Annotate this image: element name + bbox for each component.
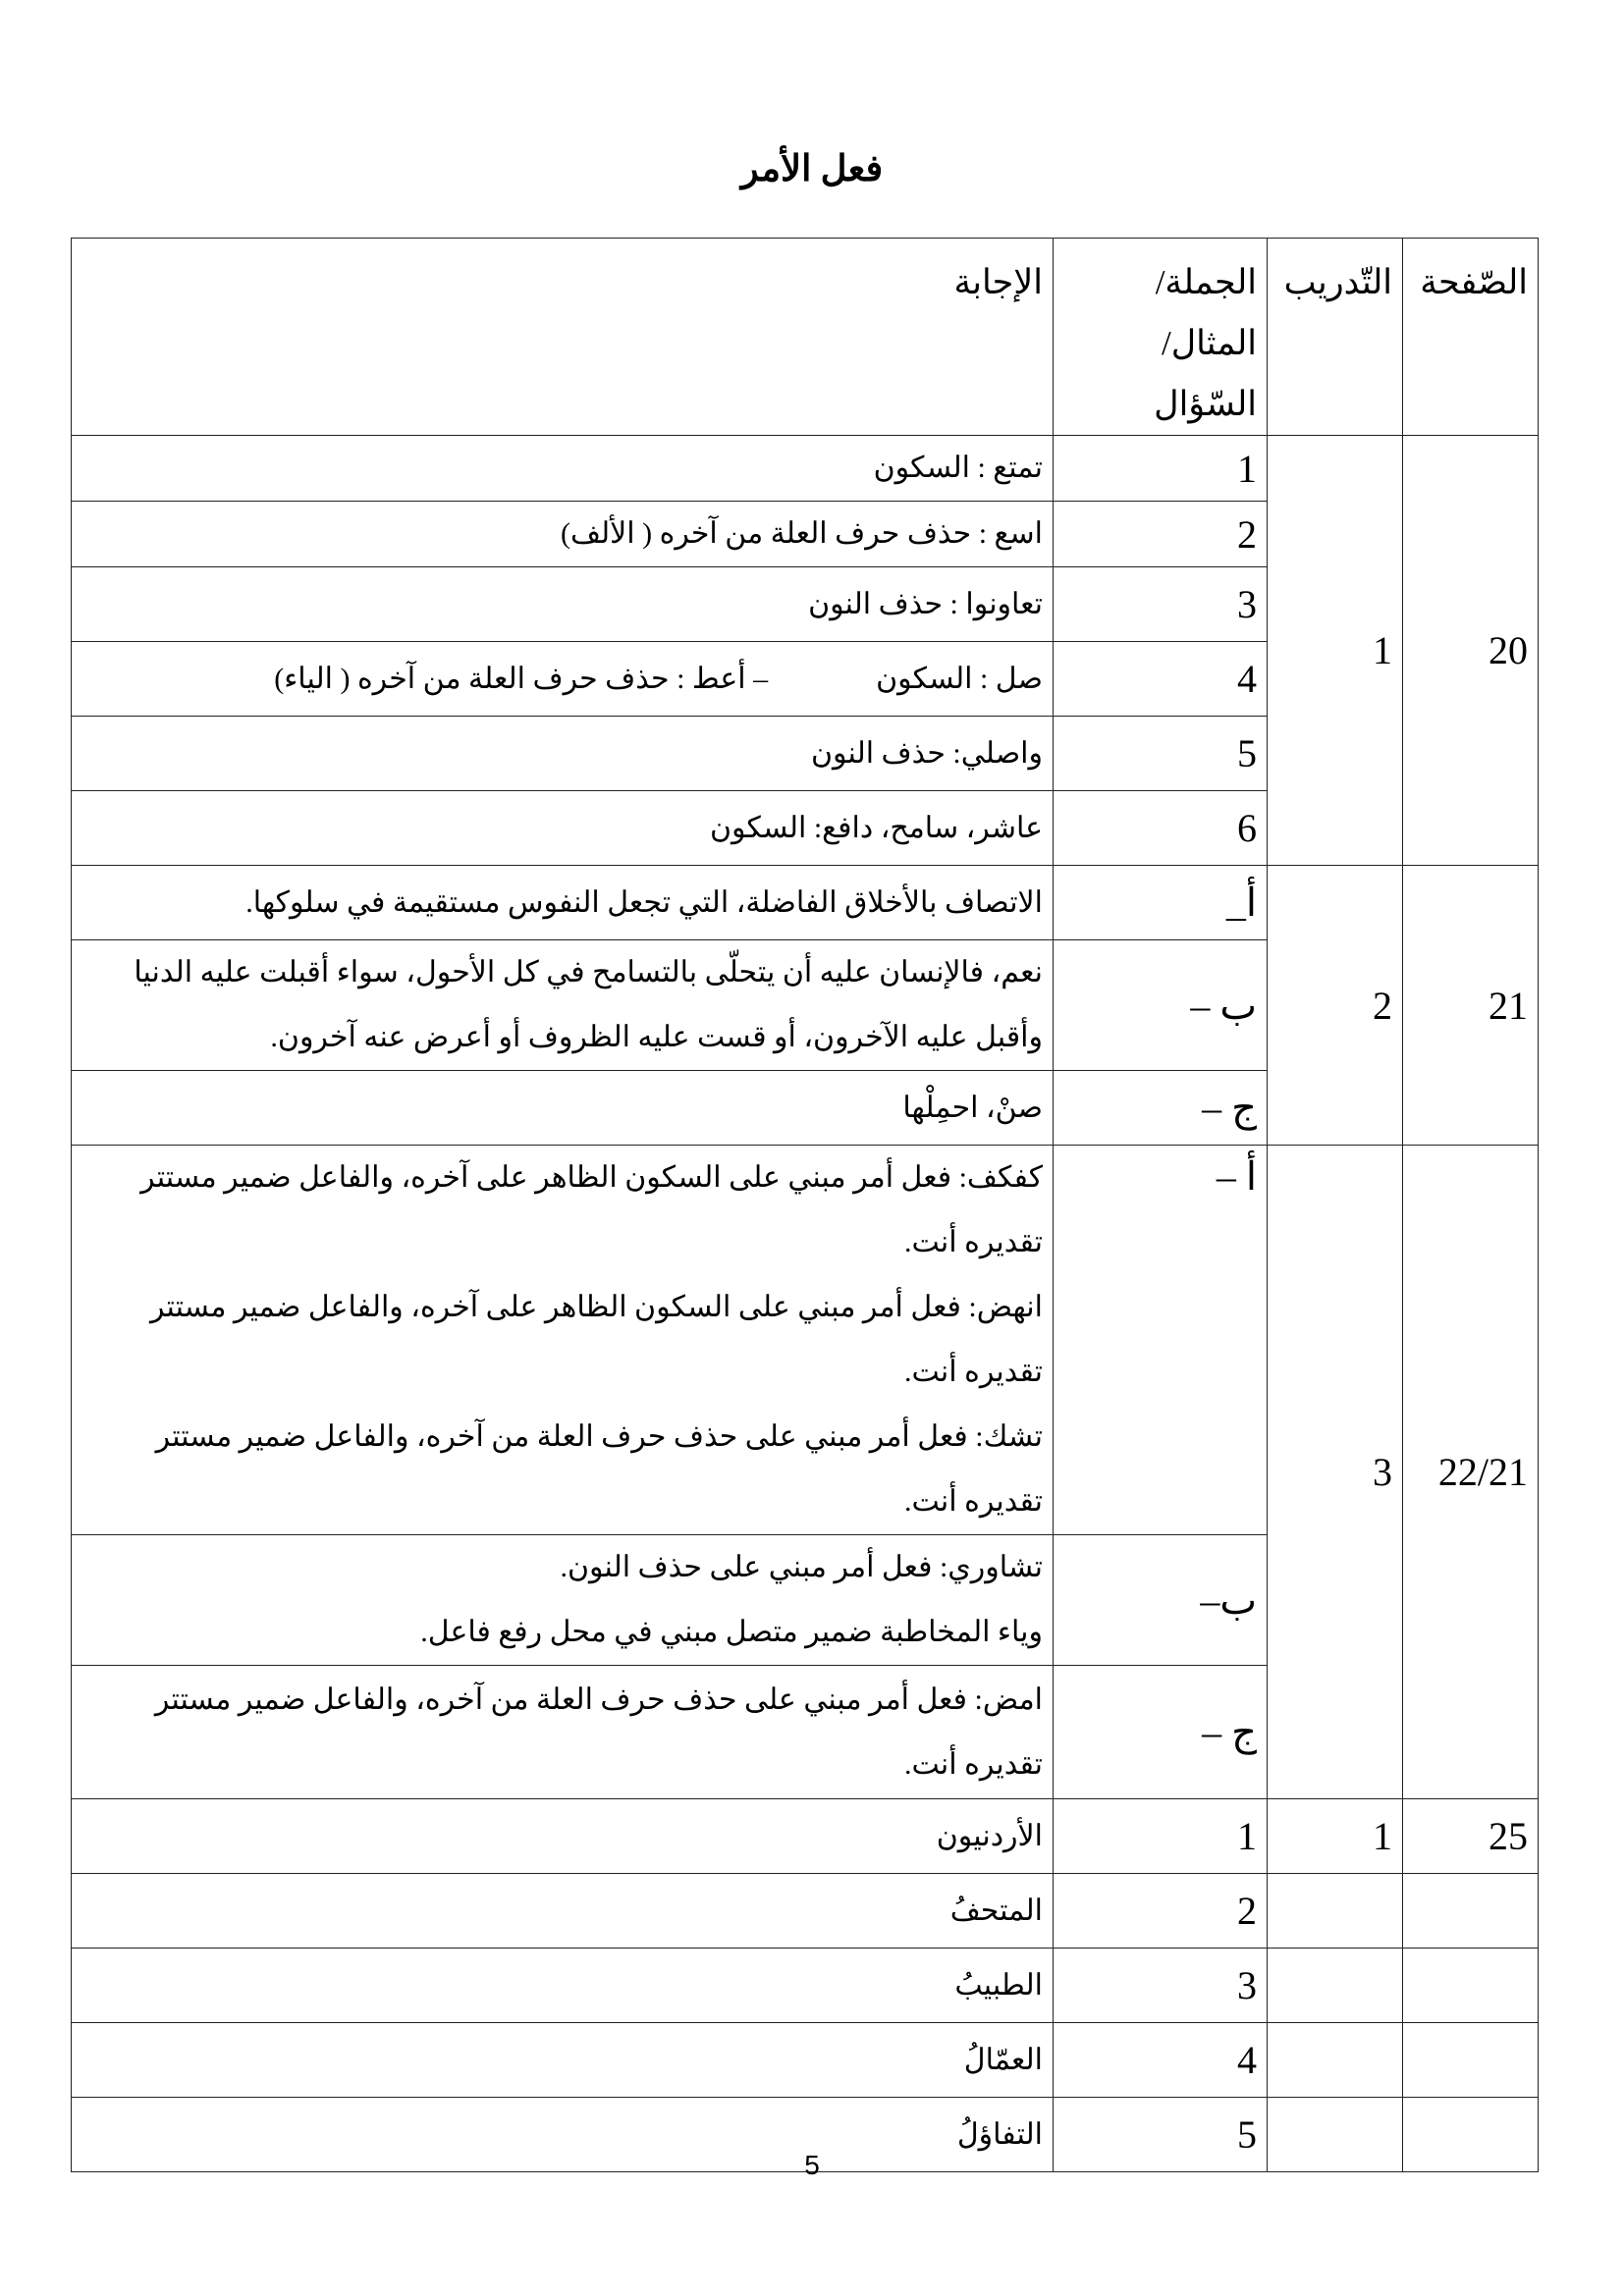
answer-cell	[72, 1874, 1054, 1949]
answer-cell	[72, 2023, 1054, 2098]
table-row	[72, 1799, 1539, 1874]
answer-line: نعم، فالإنسان عليه أن يتحلّى بالتسامح في كل الأحول، سواء أقبلت عليه الدنيا	[134, 956, 1043, 988]
answer-line: تقديره أنت.	[903, 1747, 1043, 1781]
answer-cell	[72, 717, 1054, 791]
drill-cell: 2	[1268, 866, 1403, 1146]
table-row	[72, 2023, 1539, 2098]
answer-line: واصلي: حذف النون	[810, 736, 1043, 770]
answer-text: صل : السكون	[876, 662, 1043, 695]
answer-line: الطبيبُ	[954, 1968, 1043, 2002]
answer-line: تشاوري: فعل أمر مبني على حذف النون.	[560, 1551, 1043, 1583]
answers-table	[71, 238, 1539, 2172]
drill-cell	[1268, 1949, 1403, 2023]
answer-line: عاشر، سامح، دافع: السكون	[710, 811, 1043, 844]
drill-cell	[1268, 2023, 1403, 2098]
page-cell	[1403, 1949, 1539, 2023]
table-row	[72, 436, 1539, 502]
answer-line: تقديره أنت.	[903, 1226, 1043, 1258]
item-cell: ب–	[1054, 1535, 1268, 1666]
answer-cell	[72, 642, 1054, 717]
item-cell: 1	[1054, 1799, 1268, 1874]
item-cell: ج –	[1054, 1666, 1268, 1799]
answer-line: تشك: فعل أمر مبني على حذف حرف العلة من آخره، والفاعل ضمير مستتر	[155, 1420, 1043, 1453]
page-cell	[1403, 2023, 1539, 2098]
answer-line: وأقبل عليه الآخرون، أو قست عليه الظروف أو أعرض عنه آخرون.	[270, 1021, 1043, 1053]
answer-text: – أعط : حذف حرف العلة من آخره ( الياء)	[274, 662, 769, 695]
answer-line: انهض: فعل أمر مبني على السكون الظاهر على آخره، والفاعل ضمير مستتر	[149, 1291, 1043, 1323]
header-drill: التّدريب	[1268, 239, 1403, 436]
answer-cell	[72, 1666, 1054, 1799]
table-row	[72, 1874, 1539, 1949]
answer-cell	[72, 866, 1054, 940]
answer-line: صنْ، احمِلْها	[902, 1091, 1043, 1124]
drill-cell: 1	[1268, 1799, 1403, 1874]
page-cell: 22/21	[1403, 1146, 1539, 1799]
answer-line: العمّالُ	[963, 2043, 1043, 2076]
page-cell: 20	[1403, 436, 1539, 866]
answer-line: تعاونوا : حذف النون	[808, 587, 1043, 620]
item-cell: ج –	[1054, 1071, 1268, 1146]
page-cell: 21	[1403, 866, 1539, 1146]
header-item-line2: المثال/السّؤال	[1154, 324, 1257, 423]
item-cell: 2	[1054, 502, 1268, 567]
answer-cell	[72, 940, 1054, 1071]
answer-cell	[72, 1799, 1054, 1874]
item-cell: 3	[1054, 567, 1268, 642]
answer-line: تمتع : السكون	[873, 452, 1043, 484]
table-row	[72, 1949, 1539, 2023]
answer-line: تقديره أنت.	[903, 1485, 1043, 1518]
item-cell: 1	[1054, 436, 1268, 502]
answer-line: كفكف: فعل أمر مبني على السكون الظاهر على آخره، والفاعل ضمير مستتر	[140, 1161, 1043, 1194]
item-cell: 4	[1054, 642, 1268, 717]
page-title: فعل الأمر	[740, 149, 884, 189]
answer-line: اسع : حذف حرف العلة من آخره ( الألف)	[560, 517, 1043, 550]
answer-cell	[72, 791, 1054, 866]
header-item	[1054, 239, 1268, 436]
answer-line: المتحفُ	[949, 1894, 1043, 1927]
drill-cell: 1	[1268, 436, 1403, 866]
item-cell: 5	[1054, 2098, 1268, 2172]
answer-cell	[72, 1146, 1054, 1535]
answer-cell	[72, 1949, 1054, 2023]
item-cell: 3	[1054, 1949, 1268, 2023]
answer-cell	[72, 567, 1054, 642]
page-number: 5	[804, 2150, 820, 2180]
table-row	[72, 866, 1539, 940]
drill-cell: 3	[1268, 1146, 1403, 1799]
item-cell: 2	[1054, 1874, 1268, 1949]
page-cell	[1403, 1874, 1539, 1949]
answer-line: الاتصاف بالأخلاق الفاضلة، التي تجعل النفوس مستقيمة في سلوكها.	[245, 885, 1043, 919]
page-cell: 25	[1403, 1799, 1539, 1874]
item-cell: 4	[1054, 2023, 1268, 2098]
header-answer: الإجابة	[72, 239, 1054, 436]
item-cell: أ –	[1054, 1146, 1268, 1535]
answer-line: التفاؤلُ	[956, 2117, 1043, 2151]
answer-line: تقديره أنت.	[903, 1356, 1043, 1388]
table-row	[72, 1146, 1539, 1535]
header-row	[72, 239, 1539, 436]
item-cell: 5	[1054, 717, 1268, 791]
item-cell: أ_	[1054, 866, 1268, 940]
answer-line: الأردنيون	[936, 1819, 1043, 1852]
answer-cell	[72, 502, 1054, 567]
answer-cell	[72, 1071, 1054, 1146]
header-item-line1: الجملة/	[1155, 263, 1257, 301]
answer-cell	[72, 436, 1054, 502]
header-page: الصّفحة	[1403, 239, 1539, 436]
answer-line: وياء المخاطبة ضمير متصل مبني في محل رفع فاعل.	[420, 1616, 1043, 1648]
item-cell: ب –	[1054, 940, 1268, 1071]
answer-line: امض: فعل أمر مبني على حذف حرف العلة من آخره، والفاعل ضمير مستتر	[154, 1682, 1043, 1716]
drill-cell	[1268, 1874, 1403, 1949]
answer-cell	[72, 1535, 1054, 1666]
item-cell: 6	[1054, 791, 1268, 866]
